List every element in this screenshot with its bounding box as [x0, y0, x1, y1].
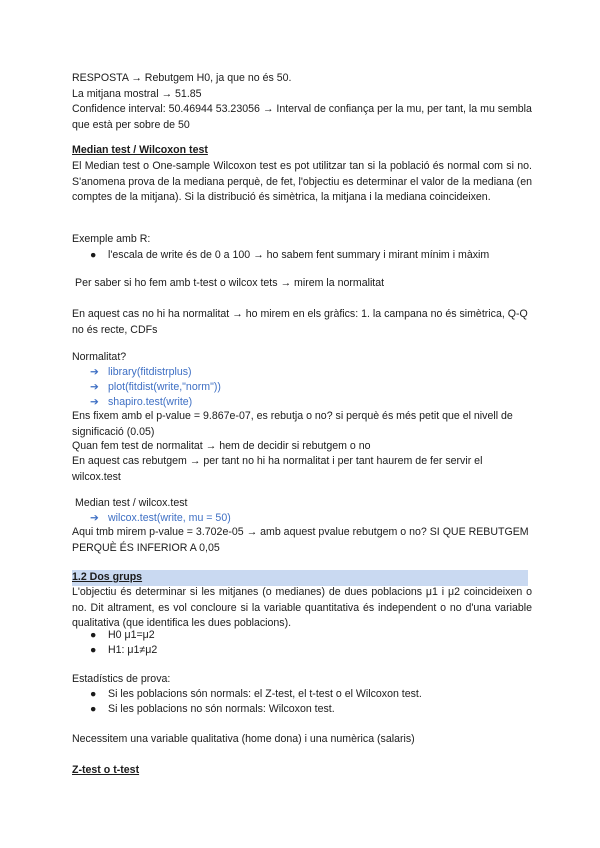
confidence-interval-para: Confidence interval: 50.46944 53.23056 → Interval de confiança per la mu, per tant, la mu sembla que està per sobre de 50: [72, 103, 532, 131]
median-test-heading: Median test / Wilcoxon test: [72, 144, 208, 156]
resposta-line: RESPOSTA → Rebutgem H0, ja que no és 50.: [72, 72, 292, 84]
normality-para: En aquest cas no hi ha normalitat → ho mirem en els gràfics: 1. la campana no és simètrica, Q-Q no és recte, CDFs: [72, 308, 528, 336]
bullet-icon: ●: [90, 249, 97, 261]
mitjana-line: La mitjana mostral → 51.85: [72, 88, 202, 100]
arrow-icon: ➔: [90, 396, 99, 408]
bullet-icon: ●: [90, 688, 97, 700]
decide-line: Quan fem test de normalitat → hem de decidir si rebutgem o no: [72, 440, 371, 452]
median-code: ➔ wilcox.test(write, mu = 50): [90, 511, 231, 527]
dos-grups-heading: 1.2 Dos grups: [72, 570, 528, 586]
stats-bullet-2: ● Si les poblacions no són normals: Wilcoxon test.: [90, 702, 335, 718]
median-test-para: El Median test o One-sample Wilcoxon test es pot utilitzar tan si la població és normal com si no. S'anomena prova de la mediana perquè, de fet, l'objectiu es determinar el valor de la mediana (en comptes de la mitjana). Si la distribució és simètrica, la mitjana i la mediana coincideixen.: [72, 160, 532, 203]
reject-para: En aquest cas rebutgem → per tant no hi ha normalitat i per tant haurem de fer servir el wilcox.test: [72, 455, 483, 483]
median-label: Median test / wilcox.test: [75, 497, 188, 509]
arrow-icon: ➔: [90, 381, 99, 393]
code-line-1: ➔ library(fitdistrplus): [90, 365, 192, 381]
normalitat-label: Normalitat?: [72, 351, 127, 363]
pvalue-para: Ens fixem amb el p-value = 9.867e-07, es rebutja o no? si perquè és més petit que el nivell de significació (0.05): [72, 410, 513, 438]
dos-grups-para: L'objectiu és determinar si les mitjanes (o medianes) de dues poblacions μ1 i μ2 coincideixen o no. Dit altrament, es vol concloure si la variable quantitativa és independent o no d'una variable qualitativa (que identifica les dues poblacions).: [72, 586, 532, 629]
conclusion-para: Aqui tmb mirem p-value = 3.702e-05 → amb aquest pvalue rebutgem o no? SI QUE REBUTGEM PERQUÈ ÉS INFERIOR A 0,05: [72, 526, 529, 554]
example-bullet: [90, 248, 489, 264]
need-line: Necessitem una variable qualitativa (home dona) i una numèrica (salaris): [72, 733, 415, 745]
bullet-icon: ●: [90, 644, 97, 656]
code-line-2: ➔ plot(fitdist(write,"norm")): [90, 380, 221, 396]
bullet-icon: ●: [90, 629, 97, 641]
z-test-heading: Z-test o t-test: [72, 764, 140, 776]
example-bullet-text: l'escala de write és de 0 a 100 → ho sabem fent summary i mirant mínim i màxim: [108, 249, 490, 261]
arrow-icon: ➔: [90, 512, 99, 524]
bullet-icon: ●: [90, 703, 97, 715]
arrow-icon: ➔: [90, 366, 99, 378]
hyp-h0: ● H0 μ1=μ2: [90, 628, 155, 644]
hyp-h1: ● H1: μ1≠μ2: [90, 643, 157, 659]
t-test-line: Per saber si ho fem amb t-test o wilcox tets → mirem la normalitat: [75, 277, 385, 289]
stats-label: Estadístics de prova:: [72, 673, 171, 685]
code-line-3: ➔ shapiro.test(write): [90, 395, 192, 411]
example-label: Exemple amb R:: [72, 233, 151, 245]
stats-bullet-1: ● Si les poblacions són normals: el Z-test, el t-test o el Wilcoxon test.: [90, 687, 422, 703]
